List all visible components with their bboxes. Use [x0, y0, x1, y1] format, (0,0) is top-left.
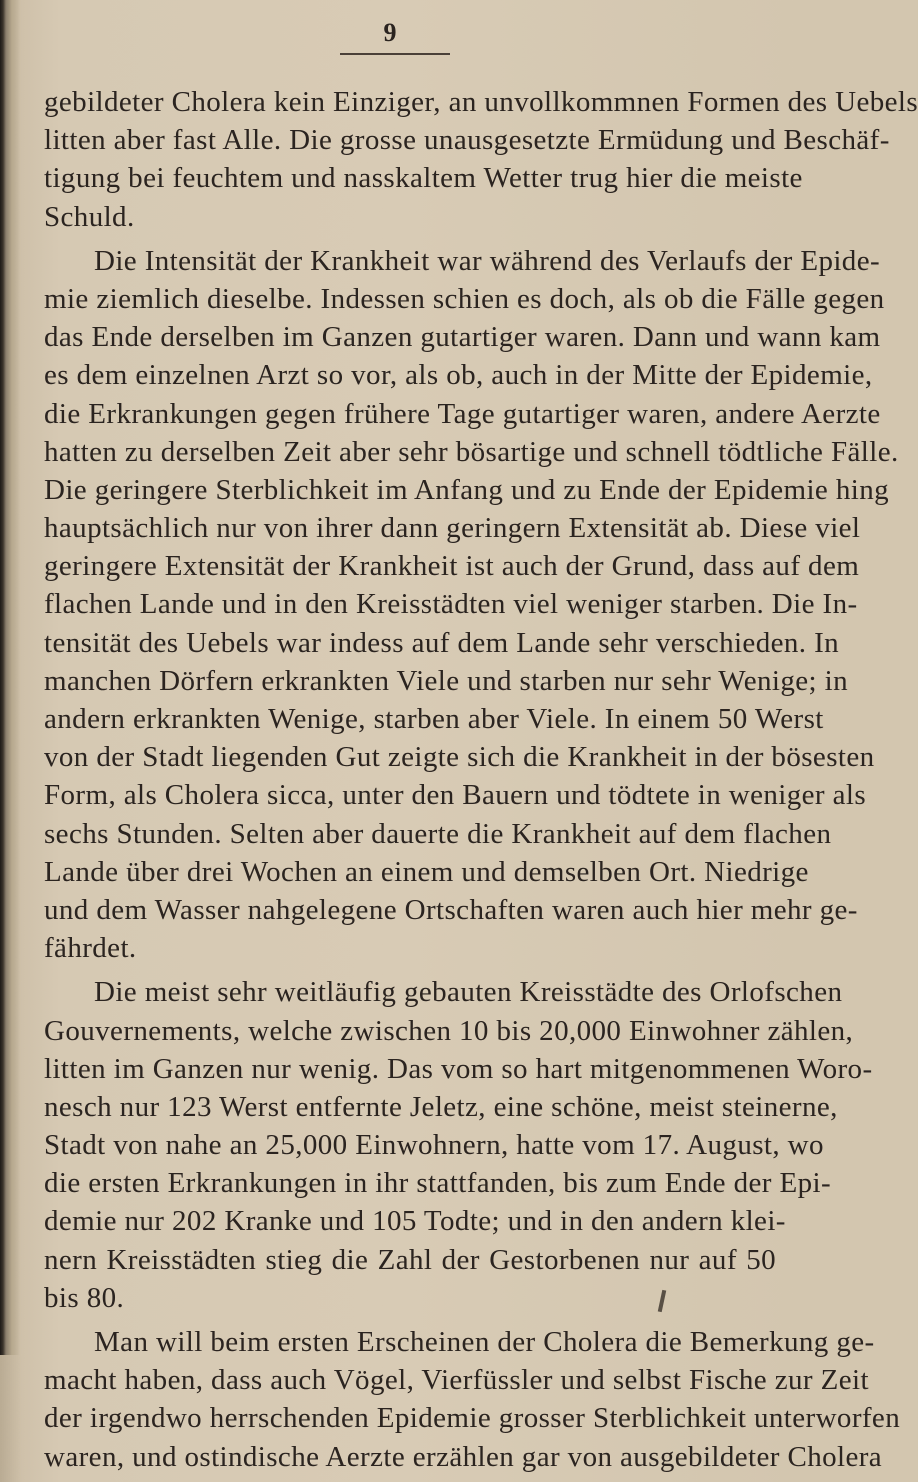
text-line: demie nur 202 Kranke und 105 Todte; und in den andern klei-	[44, 1205, 786, 1238]
text-line: Stadt von nahe an 25,000 Einwohnern, hatte vom 17. August, wo	[44, 1129, 824, 1162]
text-line: und dem Wasser nahgelegene Ortschaften waren auch hier mehr ge-	[44, 893, 858, 926]
text-line: von der Stadt liegenden Gut zeigte sich die Krankheit in der bösesten	[44, 741, 875, 774]
text-line: bis 80.	[44, 1281, 125, 1314]
text-line: sechs Stunden. Selten aber dauerte die Krankheit auf dem flachen	[44, 817, 832, 850]
text-line: Die meist sehr weitläufig gebauten Kreisstädte des Orlofschen	[94, 976, 843, 1009]
text-line: Man will beim ersten Erscheinen der Cholera die Bemerkung ge-	[94, 1326, 875, 1358]
text-line: nesch nur 123 Werst entfernte Jeletz, eine schöne, meist steinerne,	[44, 1090, 838, 1123]
text-line: andern erkrankten Wenige, starben aber Viele. In einem 50 Werst	[44, 703, 824, 735]
text-line: Lande über drei Wochen an einem und demselben Ort. Niedrige	[44, 855, 809, 888]
text-line: fährdet.	[44, 932, 137, 965]
text-line: das Ende derselben im Ganzen gutartiger waren. Dann und wann kam	[44, 321, 881, 354]
text-line: Form, als Cholera sicca, unter den Bauern und tödtete in weniger als	[44, 779, 867, 812]
page-binding-edge	[0, 0, 20, 1355]
text-line: die ersten Erkrankungen in ihr stattfanden, bis zum Ende der Epi-	[44, 1167, 832, 1200]
text-line: nern Kreisstädten stieg die Zahl der Gestorbenen nur auf 50	[44, 1243, 776, 1276]
text-line: manchen Dörfern erkrankten Viele und starben nur sehr Wenige; in	[44, 664, 848, 697]
text-line: litten im Ganzen nur wenig. Das vom so hart mitgenommenen Woro-	[44, 1052, 873, 1085]
text-line: gebildeter Cholera kein Einziger, an unvollkommnen Formen des Uebels	[44, 86, 918, 118]
text-line: geringere Extensität der Krankheit ist auch der Grund, dass auf dem	[44, 550, 860, 583]
text-line: die Erkrankungen gegen frühere Tage gutartiger waren, andere Aerzte	[44, 397, 881, 430]
body-text	[44, 83, 918, 1482]
text-line: der irgendwo herrschenden Epidemie grosser Sterblichkeit unterworfen	[44, 1402, 901, 1435]
text-line: es dem einzelnen Arzt so vor, als ob, auch in der Mitte der Epidemie,	[44, 359, 873, 392]
text-line: hatten zu derselben Zeit aber sehr bösartige und schnell tödtliche Fälle.	[44, 435, 899, 468]
page-number-rule	[340, 53, 450, 55]
text-line: tensität des Uebels war indess auf dem Lande sehr verschieden. In	[44, 626, 840, 659]
text-line: litten aber fast Alle. Die grosse unausgesetzte Ermüdung und Beschäf-	[44, 124, 890, 157]
text-line: mie ziemlich dieselbe. Indessen schien es doch, als ob die Fälle gegen	[44, 282, 885, 315]
paragraph	[44, 1323, 901, 1476]
text-line: waren, und ostindische Aerzte erzählen gar von ausgebildeter Cholera	[44, 1440, 883, 1473]
paragraph	[44, 973, 873, 1317]
page-number: 9	[383, 18, 397, 47]
paragraph	[44, 242, 899, 968]
text-line: flachen Lande und in den Kreisstädten viel weniger starben. Die In-	[44, 588, 858, 621]
text-line: Schuld.	[44, 200, 135, 233]
text-line: Gouvernements, welche zwischen 10 bis 20,000 Einwohner zählen,	[44, 1014, 854, 1047]
text-line: tigung bei feuchtem und nasskaltem Wetter trug hier die meiste	[44, 162, 803, 195]
text-line: macht haben, dass auch Vögel, Vierfüssler und selbst Fische zur Zeit	[44, 1364, 869, 1397]
text-line: Die Intensität der Krankheit war während des Verlaufs der Epide-	[94, 244, 881, 277]
text-line: hauptsächlich nur von ihrer dann geringern Extensität ab. Diese viel	[44, 512, 861, 545]
text-line: Die geringere Sterblichkeit im Anfang und zu Ende der Epidemie hing	[44, 473, 890, 506]
paragraph	[44, 83, 918, 236]
